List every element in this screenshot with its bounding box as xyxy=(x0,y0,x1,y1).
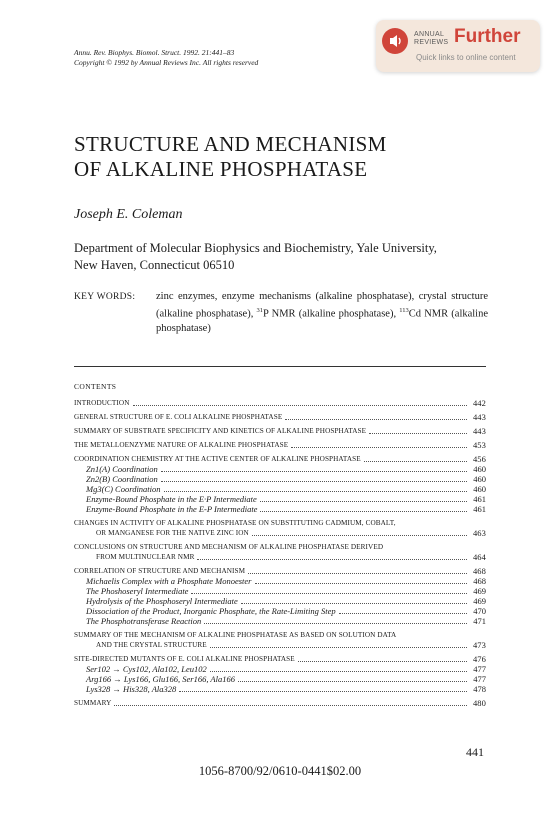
toc-item-page: 477 xyxy=(473,664,486,674)
toc-leader xyxy=(298,661,467,662)
toc-subitem-arg166[interactable] xyxy=(74,674,486,684)
toc-item-page: 463 xyxy=(472,528,486,538)
page-number: 441 xyxy=(466,745,484,759)
footer-code: 1056-8700/92/0610-0441$02.00 xyxy=(198,764,362,778)
toc-item-coordination-chemistry[interactable] xyxy=(74,454,486,464)
toc-item-page: 468 xyxy=(473,576,486,586)
toc-leader xyxy=(339,613,467,614)
toc-item-label-line-1: CHANGES IN ACTIVITY OF ALKALINE PHOSPHATASE ON SUBSTITUTING CADMIUM, COBALT, xyxy=(74,519,396,527)
keywords-label: KEY WORDS: xyxy=(74,292,136,302)
toc-subitem-phosphotransferase[interactable] xyxy=(74,616,486,626)
toc-leader xyxy=(260,501,467,502)
toc-subitem-michaelis[interactable] xyxy=(74,576,486,586)
toc-item-label: CORRELATION OF STRUCTURE AND MECHANISM xyxy=(74,567,246,575)
toc-item-page: 460 xyxy=(473,484,486,494)
keywords-text xyxy=(156,290,488,336)
toc-leader xyxy=(291,447,467,448)
toc-subitem-zn2[interactable] xyxy=(74,474,486,484)
toc-item-metalloenzyme[interactable] xyxy=(74,440,486,450)
toc-item-page: 480 xyxy=(472,698,486,708)
toc-item-label: Zn1(A) Coordination xyxy=(86,464,158,474)
toc-leader xyxy=(255,583,468,584)
toc-item-label: Enzyme-Bound Phosphate in the E·P Intermediate xyxy=(86,494,257,504)
toc-item-correlation[interactable] xyxy=(74,566,486,576)
toc-item-label-line-2: OR MANGANESE FOR THE NATIVE ZINC ION xyxy=(96,529,249,537)
toc-leader xyxy=(164,491,467,492)
article-title xyxy=(74,132,494,182)
toc-subitem-lys328[interactable] xyxy=(74,684,486,694)
banner-annual-reviews xyxy=(414,31,448,47)
toc-leader xyxy=(210,647,467,648)
toc-item-summary[interactable] xyxy=(74,698,486,708)
author-affiliation xyxy=(74,240,494,274)
toc-item-page: 461 xyxy=(473,494,486,504)
toc-leader xyxy=(191,593,467,594)
toc-item-page: 468 xyxy=(472,566,486,576)
toc-subitem-hydrolysis[interactable] xyxy=(74,596,486,606)
toc-item-page: 443 xyxy=(472,426,486,436)
toc-item-page: 456 xyxy=(472,454,486,464)
toc-leader xyxy=(133,405,468,406)
toc-item-label: Hydrolysis of the Phosphoseryl Intermediate xyxy=(86,596,238,606)
toc-item-label: Ser102 → Cys102, Ala102, Leu102 xyxy=(86,664,207,674)
toc-leader xyxy=(161,471,467,472)
toc-item-label: GENERAL STRUCTURE OF E. COLI ALKALINE PHOSPHATASE xyxy=(74,413,283,421)
contents-heading: CONTENTS xyxy=(74,382,117,391)
toc-item-mechanism-summary[interactable] xyxy=(74,630,486,650)
title-line-1: STRUCTURE AND MECHANISM xyxy=(74,132,387,156)
toc-subitem-zn1[interactable] xyxy=(74,464,486,474)
toc-leader xyxy=(252,535,467,536)
affiliation-line-1: Department of Molecular Biophysics and Biochemistry, Yale University, xyxy=(74,241,437,255)
toc-item-site-directed-mutants[interactable] xyxy=(74,654,486,664)
toc-item-page: 464 xyxy=(472,552,486,562)
banner-annual: ANNUAL xyxy=(414,31,445,38)
toc-item-page: 477 xyxy=(473,674,486,684)
toc-item-label-line-2: FROM MULTINUCLEAR NMR xyxy=(96,553,195,561)
toc-subitem-ser102[interactable] xyxy=(74,664,486,674)
toc-item-page: 460 xyxy=(473,474,486,484)
toc-item-label: COORDINATION CHEMISTRY AT THE ACTIVE CENTER OF ALKALINE PHOSPHATASE xyxy=(74,455,361,463)
further-banner[interactable] xyxy=(376,20,540,72)
toc-item-label: Mg3(C) Coordination xyxy=(86,484,161,494)
toc-leader xyxy=(210,671,467,672)
keywords-part-2: P NMR (alkaline phosphatase), xyxy=(263,308,400,320)
toc-item-general-structure[interactable] xyxy=(74,412,486,422)
toc-item-label: Arg166 → Lys166, Glu166, Ser166, Ala166 xyxy=(86,674,235,684)
toc-subitem-ep-intermediate-noncovalent[interactable] xyxy=(74,494,486,504)
affiliation-line-2: New Haven, Connecticut 06510 xyxy=(74,258,235,272)
toc-leader xyxy=(364,461,467,462)
toc-item-page: 461 xyxy=(473,504,486,514)
toc-leader xyxy=(204,623,467,624)
toc-item-label-line-2: AND THE CRYSTAL STRUCTURE xyxy=(96,641,207,649)
toc-item-label: INTRODUCTION xyxy=(74,399,130,407)
keywords-part-3: Cd NMR (alkaline phosphatase) xyxy=(156,308,489,334)
toc-item-label: Lys328 → His328, Ala328 xyxy=(86,684,177,694)
toc-item-metal-substitution[interactable] xyxy=(74,518,486,538)
divider-rule xyxy=(74,366,486,367)
toc-item-page: 469 xyxy=(473,596,486,606)
toc-item-page: 453 xyxy=(472,440,486,450)
toc-item-second-line xyxy=(74,528,486,538)
toc-leader xyxy=(260,511,467,512)
toc-item-page: 460 xyxy=(473,464,486,474)
toc-item-label: Dissociation of the Product, Inorganic Phosphate, the Rate-Limiting Step xyxy=(86,606,336,616)
toc-leader xyxy=(241,603,467,604)
toc-item-introduction[interactable] xyxy=(74,398,486,408)
toc-item-label-line-1: SUMMARY OF THE MECHANISM OF ALKALINE PHOSPHATASE AS BASED ON SOLUTION DATA xyxy=(74,631,397,639)
title-line-2: OF ALKALINE PHOSPHATASE xyxy=(74,157,368,181)
toc-item-label: The Phoshoseryl Intermediate xyxy=(86,586,189,596)
toc-item-page: 478 xyxy=(473,684,486,694)
banner-further-label: Further xyxy=(454,26,521,47)
toc-item-substrate-specificity[interactable] xyxy=(74,426,486,436)
toc-item-second-line xyxy=(74,552,486,562)
toc-subitem-ep-intermediate-covalent[interactable] xyxy=(74,504,486,514)
banner-reviews: REVIEWS xyxy=(414,39,449,46)
toc-item-label: Michaelis Complex with a Phosphate Monoester xyxy=(86,576,252,586)
toc-item-nmr-conclusions[interactable] xyxy=(74,542,486,562)
toc-item-page: 442 xyxy=(472,398,486,408)
toc-leader xyxy=(285,419,467,420)
toc-item-label: Zn2(B) Coordination xyxy=(86,474,158,484)
citation-line-2: Copyright © 1992 by Annual Reviews Inc. All rights reserved xyxy=(74,58,259,67)
keywords-sup-1: 31 xyxy=(256,307,264,314)
banner-quick-links[interactable]: Quick links to online content xyxy=(416,53,516,62)
toc-leader xyxy=(238,681,467,682)
toc-item-page: 476 xyxy=(472,654,486,664)
author-name: Joseph E. Coleman xyxy=(74,207,183,222)
keywords-part-1: zinc enzymes, enzyme mechanisms (alkaline phosphatase), crystal structure (alkaline phosphatase), xyxy=(156,291,488,320)
toc-leader xyxy=(197,559,467,560)
journal-citation xyxy=(74,48,258,68)
toc-item-page: 469 xyxy=(473,586,486,596)
toc-subitem-dissociation[interactable] xyxy=(74,606,486,616)
toc-item-label: SITE-DIRECTED MUTANTS OF E. COLI ALKALINE PHOSPHATASE xyxy=(74,655,295,663)
toc-item-label: Enzyme-Bound Phosphate in the E-P Intermediate xyxy=(86,504,258,514)
citation-line-1: Annu. Rev. Biophys. Biomol. Struct. 1992. 21:441–83 xyxy=(74,48,235,57)
toc-item-label-line-1: CONCLUSIONS ON STRUCTURE AND MECHANISM OF ALKALINE PHOSPHATASE DERIVED xyxy=(74,543,384,551)
toc-item-label: SUMMARY OF SUBSTRATE SPECIFICITY AND KINETICS OF ALKALINE PHOSPHATASE xyxy=(74,427,367,435)
toc-item-label: SUMMARY xyxy=(74,699,112,707)
toc-leader xyxy=(114,705,467,706)
toc-item-page: 471 xyxy=(473,616,486,626)
toc-item-page: 443 xyxy=(472,412,486,422)
toc-item-label: The Phosphotransferase Reaction xyxy=(86,616,202,626)
toc-item-label: THE METALLOENZYME NATURE OF ALKALINE PHOSPHATASE xyxy=(74,441,289,449)
toc-subitem-phosphoseryl[interactable] xyxy=(74,586,486,596)
speaker-icon xyxy=(382,28,408,54)
toc-item-second-line xyxy=(74,640,486,650)
toc-item-page: 473 xyxy=(472,640,486,650)
toc-subitem-mg3[interactable] xyxy=(74,484,486,494)
toc-leader xyxy=(369,433,467,434)
toc-leader xyxy=(179,691,467,692)
toc-leader xyxy=(248,573,467,574)
toc-leader xyxy=(161,481,467,482)
table-of-contents xyxy=(74,398,486,708)
toc-item-page: 470 xyxy=(473,606,486,616)
keywords-sup-2: 113 xyxy=(399,307,409,314)
